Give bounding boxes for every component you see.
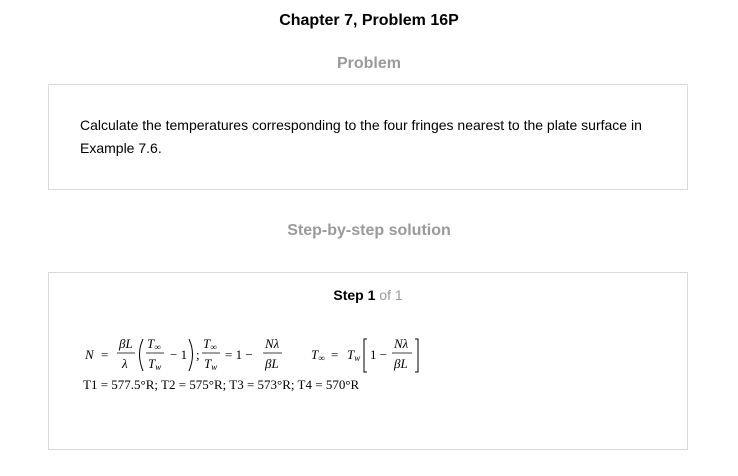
solution-panel — [48, 272, 688, 450]
svg-text:βL: βL — [119, 336, 133, 351]
svg-text:Tw: Tw — [148, 356, 162, 372]
equation-line-1 — [85, 335, 445, 375]
svg-text:βL: βL — [394, 356, 408, 371]
problem-heading: Problem — [336, 55, 401, 72]
svg-text:βL: βL — [265, 356, 279, 371]
problem-panel — [48, 84, 688, 190]
svg-text:= 1 −: = 1 − — [225, 347, 253, 362]
svg-text:=: = — [101, 347, 109, 362]
svg-text:N: N — [85, 347, 94, 362]
svg-text:− 1: − 1 — [170, 347, 188, 362]
svg-text:T∞: T∞ — [311, 347, 325, 363]
svg-text:Tw: Tw — [347, 347, 361, 363]
svg-text:Nλ: Nλ — [265, 336, 280, 351]
svg-text:T∞: T∞ — [147, 336, 161, 352]
svg-text:T∞: T∞ — [203, 336, 217, 352]
svg-text:;: ; — [196, 347, 200, 362]
step-number: 1 — [367, 287, 376, 303]
problem-text: Calculate the temperatures corresponding to the four fringes nearest to the plate surface in Example 7.6. — [80, 117, 642, 156]
svg-text:Nλ: Nλ — [394, 336, 409, 351]
temperature-results: T1 = 577.5°R; T2 = 575°R; T3 = 573°R; T4 = 570°R — [83, 377, 360, 392]
svg-text:Tw: Tw — [204, 356, 218, 372]
chapter-title: Chapter 7, Problem 16P — [279, 12, 459, 29]
equation-line-2 — [83, 375, 403, 395]
svg-text:1 −: 1 − — [370, 347, 388, 362]
equation-line-2-svg — [83, 375, 403, 395]
svg-text:=: = — [331, 347, 339, 362]
step-word: Step — [333, 287, 364, 303]
step-of-total: of 1 — [379, 287, 403, 303]
solution-heading: Step-by-step solution — [287, 222, 451, 239]
svg-text:λ: λ — [122, 356, 128, 371]
step-label — [49, 287, 687, 303]
equation-line-1-svg — [85, 335, 445, 375]
